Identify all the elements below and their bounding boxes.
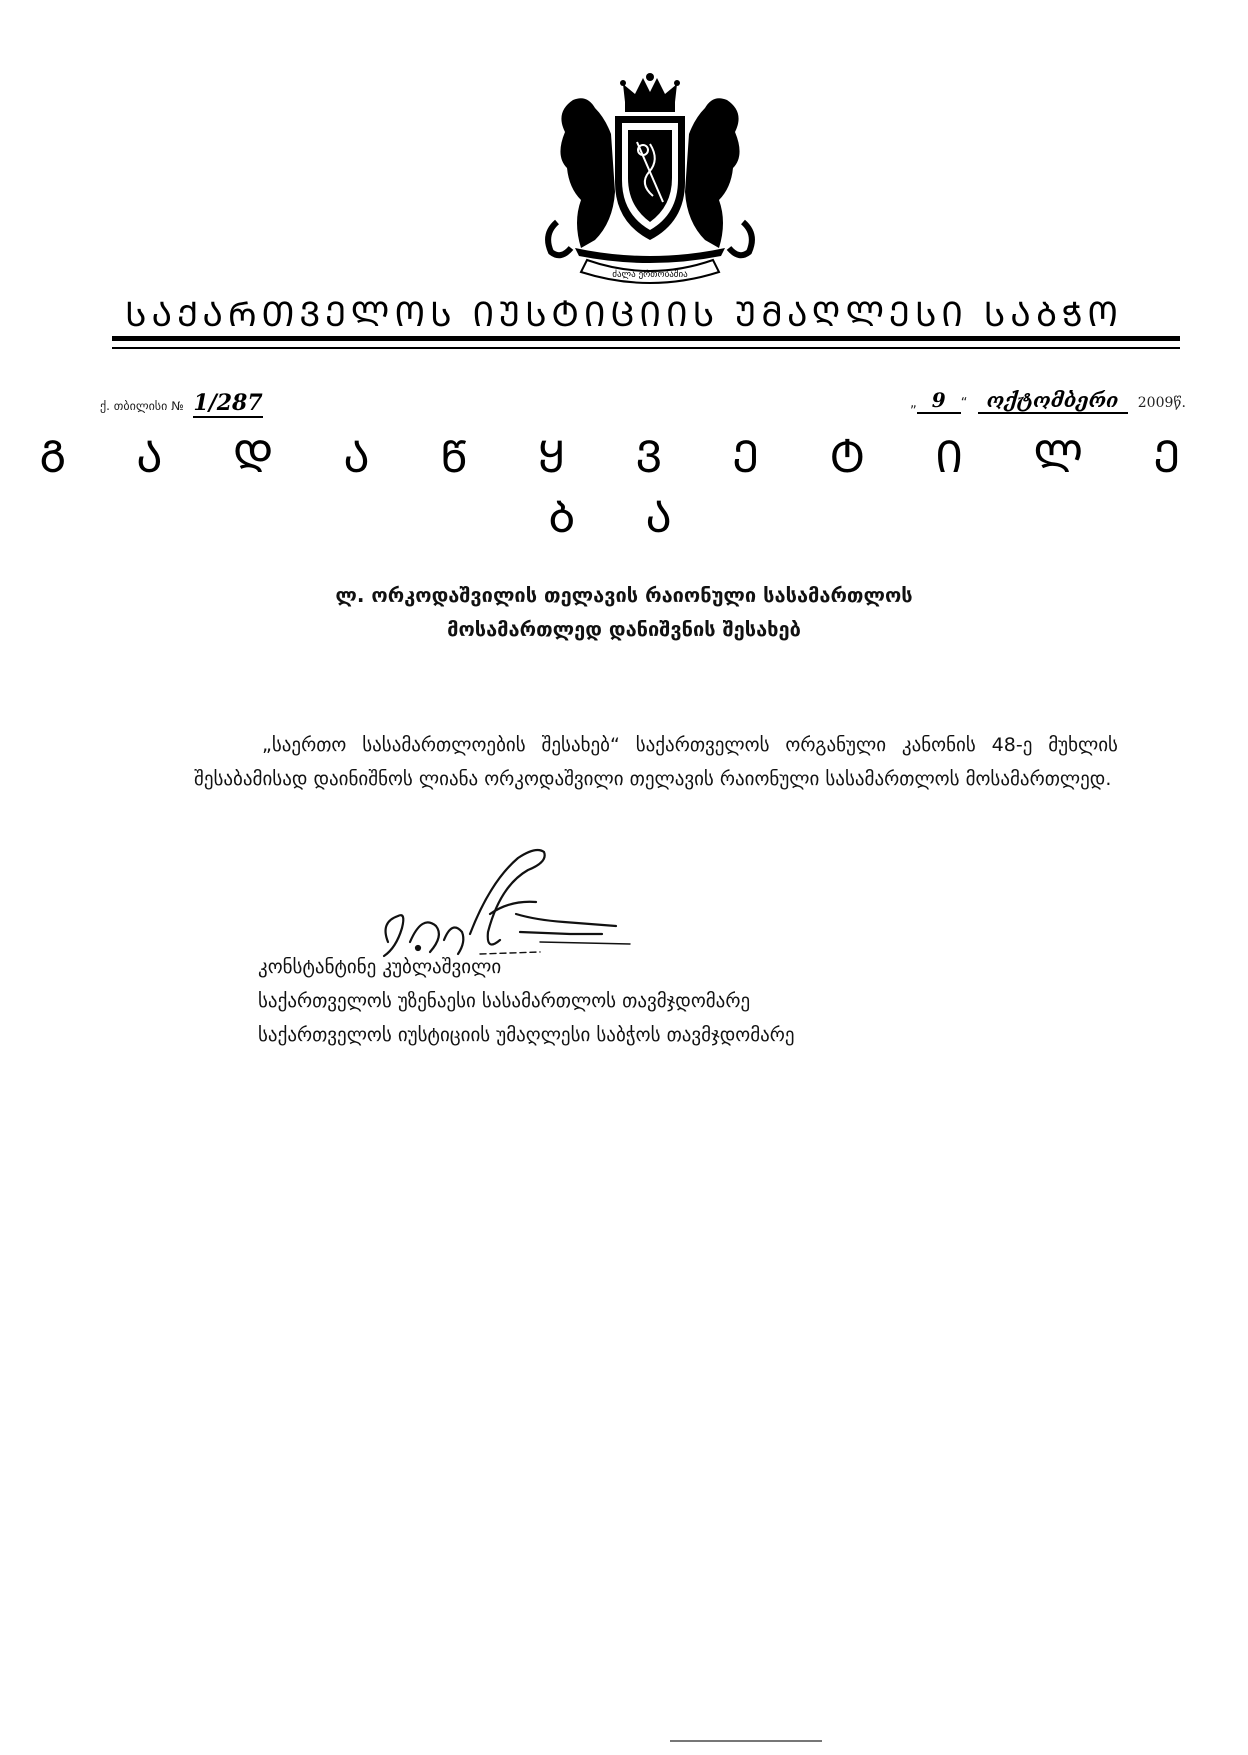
header-divider-thin (112, 347, 1180, 349)
footer-mark-line (670, 1740, 822, 1742)
date-year: 2009წ. (1137, 395, 1186, 411)
coat-of-arms-icon (525, 72, 775, 287)
date-day: 9 (917, 388, 961, 414)
signatory-position-1: საქართველოს უზენაესი სასამართლოს თავმჯდომარე (258, 990, 751, 1012)
document-subject (0, 578, 1248, 646)
body-paragraph: „საერთო სასამართლოების შესახებ“ საქართველოს ორგანული კანონის 48-ე მუხლის შესაბამისად დაინიშნოს ლიანა ორკოდაშვილი თელავის რაიონული სასამართლოს მოსამართლედ. (194, 734, 1118, 790)
document-body (194, 728, 1118, 796)
coat-of-arms-emblem (525, 72, 775, 287)
council-name: ᲡᲐᲥᲐᲠᲗᲕᲔᲚᲝᲡ ᲘᲣᲡᲢᲘᲪᲘᲘᲡ ᲣᲛᲐᲦᲚᲔᲡᲘ ᲡᲐᲑᲭᲝ (125, 295, 1123, 335)
signatory-name: კონსტანტინე კუბლაშვილი (258, 956, 502, 978)
date-open-quote: „ (909, 396, 917, 411)
document-number-value: 1/287 (193, 390, 263, 416)
header-divider-thick (112, 336, 1180, 341)
date-month: ოქტომბერი (978, 388, 1128, 414)
date-close-quote: “ (960, 396, 968, 411)
document-date-block (910, 388, 1186, 414)
document-number-label: ქ. თბილისი № (100, 399, 184, 413)
signatory-position-2: საქართველოს იუსტიციის უმაღლესი საბჭოს თავმჯდომარე (258, 1024, 795, 1046)
subject-line-1: ლ. ორკოდაშვილის თელავის რაიონული სასამართლოს (335, 583, 913, 607)
signatory-block (258, 950, 795, 1052)
document-title: Გ Ა Დ Ა Წ Ყ Ვ Ე Ტ Ი Ლ Ე Ბ Ა (39, 432, 1209, 543)
document-number-block (100, 390, 263, 418)
emblem-ribbon-text: ძალა ერთობაშია (612, 270, 688, 280)
subject-line-2: მოსამართლედ დანიშვნის შესახებ (447, 617, 801, 641)
